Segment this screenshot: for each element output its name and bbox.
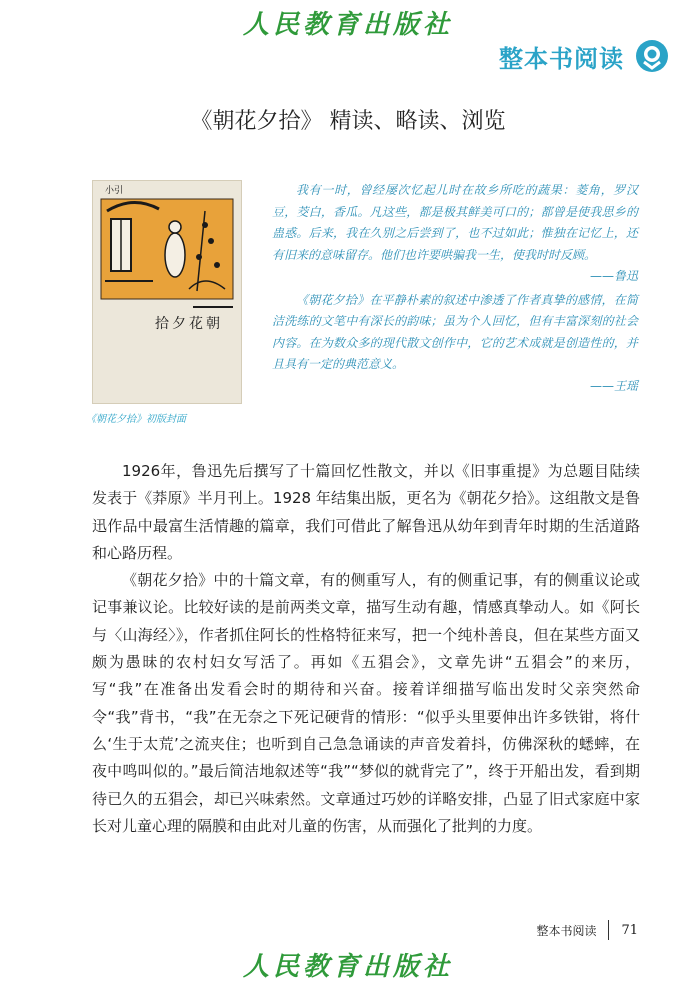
section-header: [499, 36, 670, 76]
page-number: 71: [621, 922, 638, 938]
page-title: 《朝花夕拾》 精读、略读、浏览: [190, 109, 506, 134]
body-paragraph: 《朝花夕拾》中的十篇文章，有的侧重写人，有的侧重记事，有的侧重议论或记事兼议论。比较好读的是前两类文章，描写生动有趣，情感真挚动人。如《阿长与〈山海经〉》，作者抓住阿长的性格特征来写，把一个纯朴善良，但在某些方面又颇为愚昧的农村妇女写活了。再如《五猖会》，文章先讲“五猖会”的来历，写“我”在准备出发看会时的期待和兴奋。接着详细描写临出发时父亲突然命令“我”背书，“我”在无奈之下死记硬背的情形：“似乎头里要伸出许多铁钳，将什么‘生于太荒’之流夹住；也听到自己急急诵读的声音发着抖，仿佛深秋的蟋蟀，在夜中鸣叫似的。”最后简洁地叙述等“我”“梦似的就背完了”，终于开船出发，看到期待已久的五猖会，却已兴味索然。文章通过巧妙的详略安排，凸显了旧式家庭中家长对儿童心理的隔膜和由此对儿童的伤害，从而强化了批判的力度。: [92, 571, 640, 835]
body-paragraph: 1926年，鲁迅先后撰写了十篇回忆性散文，并以《旧事重提》为总题目陆续发表于《莽原》半月刊上。1928 年结集出版，更名为《朝花夕拾》。这组散文是鲁迅作品中最富生活情趣的篇章，我们可借此了解鲁迅从幼年到青年时期的生活道路和心路历程。: [92, 462, 640, 562]
quote-author: ——王瑶: [589, 378, 638, 393]
book-cover-illustration: [93, 181, 241, 403]
book-reading-icon: [634, 38, 670, 74]
section-title: 整本书阅读: [499, 44, 624, 73]
footer-divider: [608, 920, 609, 940]
body-text: [92, 458, 640, 840]
cover-title-text: 拾夕花朝: [155, 316, 223, 332]
publisher-logo-top: 人民教育出版社: [242, 10, 453, 40]
cover-small-text: 小引: [105, 186, 124, 196]
quote-author: ——鲁迅: [589, 269, 638, 283]
quote-text: 我有一时，曾经屡次忆起儿时在故乡所吃的蔬果：菱角，罗汉豆，茭白，香瓜。凡这些，都是极其鲜美可口的；都曾是使我思乡的蛊惑。后来，我在久别之后尝到了，也不过如此；惟独在记忆上，还有旧来的意味留存。他们也许要哄骗我一生，使我时时反顾。: [272, 183, 638, 262]
publisher-logo-bottom: 人民教育出版社: [242, 952, 453, 982]
cover-caption: 《朝花夕拾》初版封面: [86, 414, 186, 425]
page-footer: [536, 920, 638, 940]
quote-box: [272, 180, 638, 399]
footer-section-label: 整本书阅读: [536, 923, 597, 938]
book-cover-image: [92, 180, 242, 404]
quote-text: 《朝花夕拾》在平静朴素的叙述中渗透了作者真挚的感情，在简洁洗练的文笔中有深长的韵味；虽为个人回忆，但有丰富深刻的社会内容。在为数众多的现代散文创作中，它的艺术成就是创造性的，并且具有一定的典范意义。: [272, 292, 638, 371]
